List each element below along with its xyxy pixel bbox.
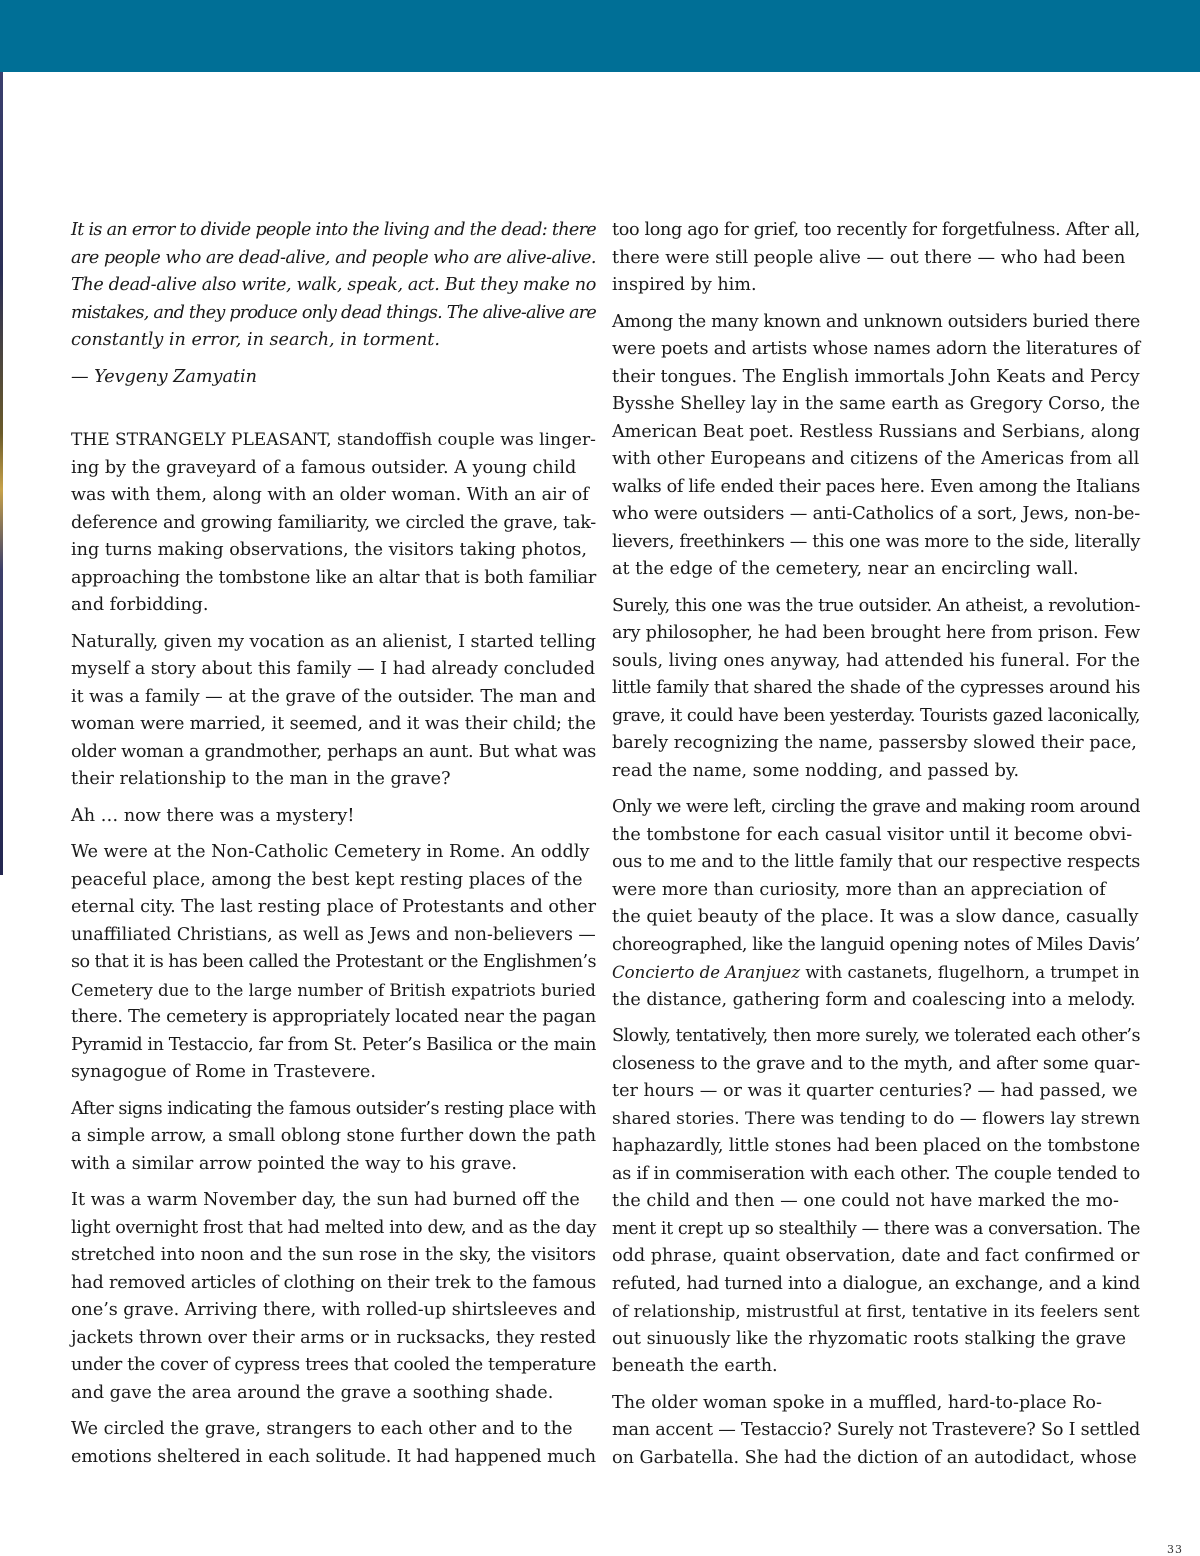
- text-line: inspired by him.: [612, 275, 757, 295]
- body-paragraph: [612, 794, 1140, 1014]
- text-line: older woman a grandmother, perhaps an aunt. But what was: [71, 741, 596, 762]
- text-line: a simple arrow, a small oblong stone further down the path: [71, 1126, 596, 1146]
- text-line: beneath the earth.: [612, 1356, 778, 1376]
- text-line: unaffiliated Christians, as well as Jews and non-believers —: [71, 924, 596, 945]
- text-line: at the edge of the cemetery, near an encircling wall.: [612, 559, 1079, 579]
- text-line: were more than curiosity, more than an appreciation of: [612, 879, 1106, 900]
- text-line: the tombstone for each casual visitor until it become obvi-: [612, 824, 1133, 845]
- header-band: [0, 0, 1200, 72]
- text-line: ment it crept up so stealthily — there was a conversation. The: [612, 1218, 1140, 1239]
- text-line: After signs indicating the famous outsider’s resting place with: [71, 1098, 596, 1119]
- text-line: synagogue of Rome in Trastevere.: [71, 1062, 376, 1082]
- text-line: Surely, this one was the true outsider. An atheist, a revolution-: [612, 595, 1140, 616]
- text-line: the quiet beauty of the place. It was a slow dance, casually: [612, 907, 1139, 927]
- body-paragraph: [71, 1187, 596, 1407]
- text-line: THE STRANGELY PLEASANT, standoffish couple was linger-: [71, 430, 596, 450]
- text-line: souls, living ones anyway, had attended his funeral. For the: [612, 650, 1140, 671]
- text-line: choreographed, like the languid opening notes of Miles Davis’: [612, 934, 1140, 955]
- text-line: Among the many known and unknown outsiders buried there: [612, 311, 1140, 332]
- text-line: Pyramid in Testaccio, far from St. Peter’s Basilica or the main: [71, 1034, 596, 1055]
- epigraph-line: The dead-alive also write, walk, speak, act. But they make no: [71, 275, 596, 295]
- text-line: emotions sheltered in each solitude. It had happened much: [71, 1446, 596, 1467]
- text-line: American Beat poet. Restless Russians and Serbians, along: [612, 421, 1140, 442]
- text-line: as if in commiseration with each other. The couple tended to: [612, 1163, 1140, 1184]
- text-line: We were at the Non-Catholic Cemetery in Rome. An oddly: [71, 842, 590, 862]
- text-line: Slowly, tentatively, then more surely, we tolerated each other’s: [612, 1026, 1140, 1046]
- text-line: barely recognizing the name, passersby slowed their pace,: [612, 733, 1137, 753]
- text-line: under the cover of cypress trees that cooled the temperature: [71, 1355, 596, 1375]
- work-title: Concierto de Aranjuez: [612, 963, 801, 982]
- body-paragraph: [612, 593, 1140, 786]
- text-line: shared stories. There was tending to do — flowers lay strewn: [612, 1108, 1141, 1129]
- body-paragraph: [71, 629, 596, 794]
- text-line: Only we were left, circling the grave and making room around: [612, 797, 1140, 817]
- text-line: ous to me and to the little family that our respective respects: [612, 852, 1140, 872]
- text-line: walks of life ended their paces here. Even among the Italians: [612, 476, 1140, 497]
- text-line: Cemetery due to the large number of British expatriots buried: [71, 980, 596, 1000]
- text-line: peaceful place, among the best kept resting places of the: [71, 869, 583, 890]
- epigraph-line: It is an error to divide people into the living and the dead: there: [71, 220, 596, 240]
- text-line: We circled the grave, strangers to each other and to the: [71, 1419, 573, 1439]
- body-paragraph: [612, 1390, 1140, 1473]
- text-line: so that it is has been called the Protestant or the Englishmen’s: [71, 952, 596, 972]
- page-number: 33: [1167, 1543, 1183, 1556]
- text-line: and gave the area around the grave a soothing shade.: [71, 1382, 554, 1403]
- text-line: it was a family — at the grave of the outsider. The man and: [71, 686, 596, 707]
- text-line: Ah … now there was a mystery!: [71, 805, 355, 826]
- epigraph-attribution: — Yevgeny Zamyatin: [71, 366, 258, 387]
- text-line: the child and then — one could not have marked the mo-: [612, 1191, 1119, 1211]
- epigraph-line: are people who are dead-alive, and people who are alive-alive.: [71, 247, 596, 268]
- text-line: light overnight frost that had melted into dew, and as the day: [71, 1217, 596, 1238]
- body-paragraph: [71, 1096, 596, 1179]
- text-line: odd phrase, quaint observation, date and fact confirmed or: [612, 1246, 1140, 1266]
- epigraph-line: constantly in error, in search, in torment.: [71, 330, 440, 350]
- text-line: jackets thrown over their arms or in rucksacks, they rested: [71, 1327, 596, 1348]
- body-paragraph: [612, 309, 1140, 584]
- text-line: man accent — Testaccio? Surely not Trastevere? So I settled: [612, 1420, 1140, 1440]
- edge-image-strip: [0, 72, 3, 875]
- epigraph: [71, 217, 596, 355]
- text-line: were poets and artists whose names adorn the literatures of: [612, 339, 1140, 359]
- text-line: grave, it could have been yesterday. Tourists gazed laconically,: [612, 705, 1140, 726]
- body-paragraph: [71, 427, 596, 620]
- text-line: had removed articles of clothing on their trek to the famous: [71, 1272, 596, 1293]
- text-line: ing by the graveyard of a famous outsider. A young child: [71, 457, 577, 478]
- text-line: with a similar arrow pointed the way to his grave.: [71, 1153, 517, 1174]
- text-line: ary philosopher, he had been brought here from prison. Few: [612, 623, 1140, 643]
- text-line: their relationship to the man in the grave?: [71, 769, 451, 789]
- text-line: deference and growing familiarity, we circled the grave, tak-: [71, 512, 596, 533]
- body-paragraph: [71, 803, 596, 831]
- text-line: too long ago for grief, too recently for forgetfulness. After all,: [612, 220, 1140, 240]
- right-column: [612, 217, 1140, 1481]
- text-line: refuted, had turned into a dialogue, an exchange, and a kind: [612, 1273, 1140, 1294]
- left-column: [71, 217, 596, 1480]
- body-paragraph: [71, 1416, 596, 1471]
- text-line: and forbidding.: [71, 595, 209, 615]
- body-paragraph: [612, 217, 1140, 300]
- epigraph-line: mistakes, and they produce only dead things. The alive-alive are: [71, 302, 596, 323]
- text-line: there. The cemetery is appropriately located near the pagan: [71, 1007, 596, 1027]
- text-line: was with them, along with an older woman. With an air of: [71, 485, 589, 505]
- text-line: their tongues. The English immortals John Keats and Percy: [612, 366, 1140, 387]
- text-line: Naturally, given my vocation as an alienist, I started telling: [71, 631, 596, 652]
- text-line: approaching the tombstone like an altar that is both familiar: [71, 567, 596, 588]
- text-line: the distance, gathering form and coalescing into a melody.: [612, 989, 1136, 1010]
- text-line: read the name, some nodding, and passed by.: [612, 760, 1020, 781]
- text-line: who were outsiders — anti-Catholics of a sort, Jews, non-be-: [612, 504, 1140, 524]
- text-line: out sinuously like the rhyzomatic roots stalking the grave: [612, 1328, 1127, 1349]
- text-line: of relationship, mistrustful at first, tentative in its feelers sent: [612, 1301, 1140, 1321]
- text-line: stretched into noon and the sun rose in the sky, the visitors: [71, 1245, 596, 1265]
- text-line: haphazardly, little stones had been placed on the tombstone: [612, 1136, 1140, 1156]
- text-fragment: with castanets, flugelhorn, a trumpet in: [800, 963, 1140, 982]
- body-paragraph: [612, 1023, 1140, 1381]
- text-line: ter hours — or was it quarter centuries? — had passed, we: [612, 1081, 1138, 1101]
- text-line: ing turns making observations, the visitors taking photos,: [71, 540, 588, 560]
- text-line: lievers, freethinkers — this one was more to the side, literally: [612, 531, 1140, 552]
- body-paragraph: [71, 839, 596, 1087]
- text-line: closeness to the grave and to the myth, and after some quar-: [612, 1053, 1140, 1074]
- text-line: myself a story about this family — I had already concluded: [71, 659, 596, 679]
- text-line: eternal city. The last resting place of Protestants and other: [71, 897, 596, 917]
- text-line: little family that shared the shade of the cypresses around his: [612, 678, 1140, 698]
- text-line: there were still people alive — out there — who had been: [612, 247, 1126, 268]
- text-line: [612, 959, 1140, 987]
- text-line: Bysshe Shelley lay in the same earth as Gregory Corso, the: [612, 394, 1140, 414]
- text-line: on Garbatella. She had the diction of an autodidact, whose: [612, 1447, 1137, 1468]
- text-line: one’s grave. Arriving there, with rolled-up shirtsleeves and: [71, 1300, 596, 1320]
- text-line: It was a warm November day, the sun had burned off the: [71, 1190, 580, 1210]
- text-line: woman were married, it seemed, and it was their child; the: [71, 714, 596, 734]
- text-line: with other Europeans and citizens of the Americas from all: [612, 449, 1140, 469]
- text-line: The older woman spoke in a muffled, hard-to-place Ro-: [612, 1392, 1102, 1413]
